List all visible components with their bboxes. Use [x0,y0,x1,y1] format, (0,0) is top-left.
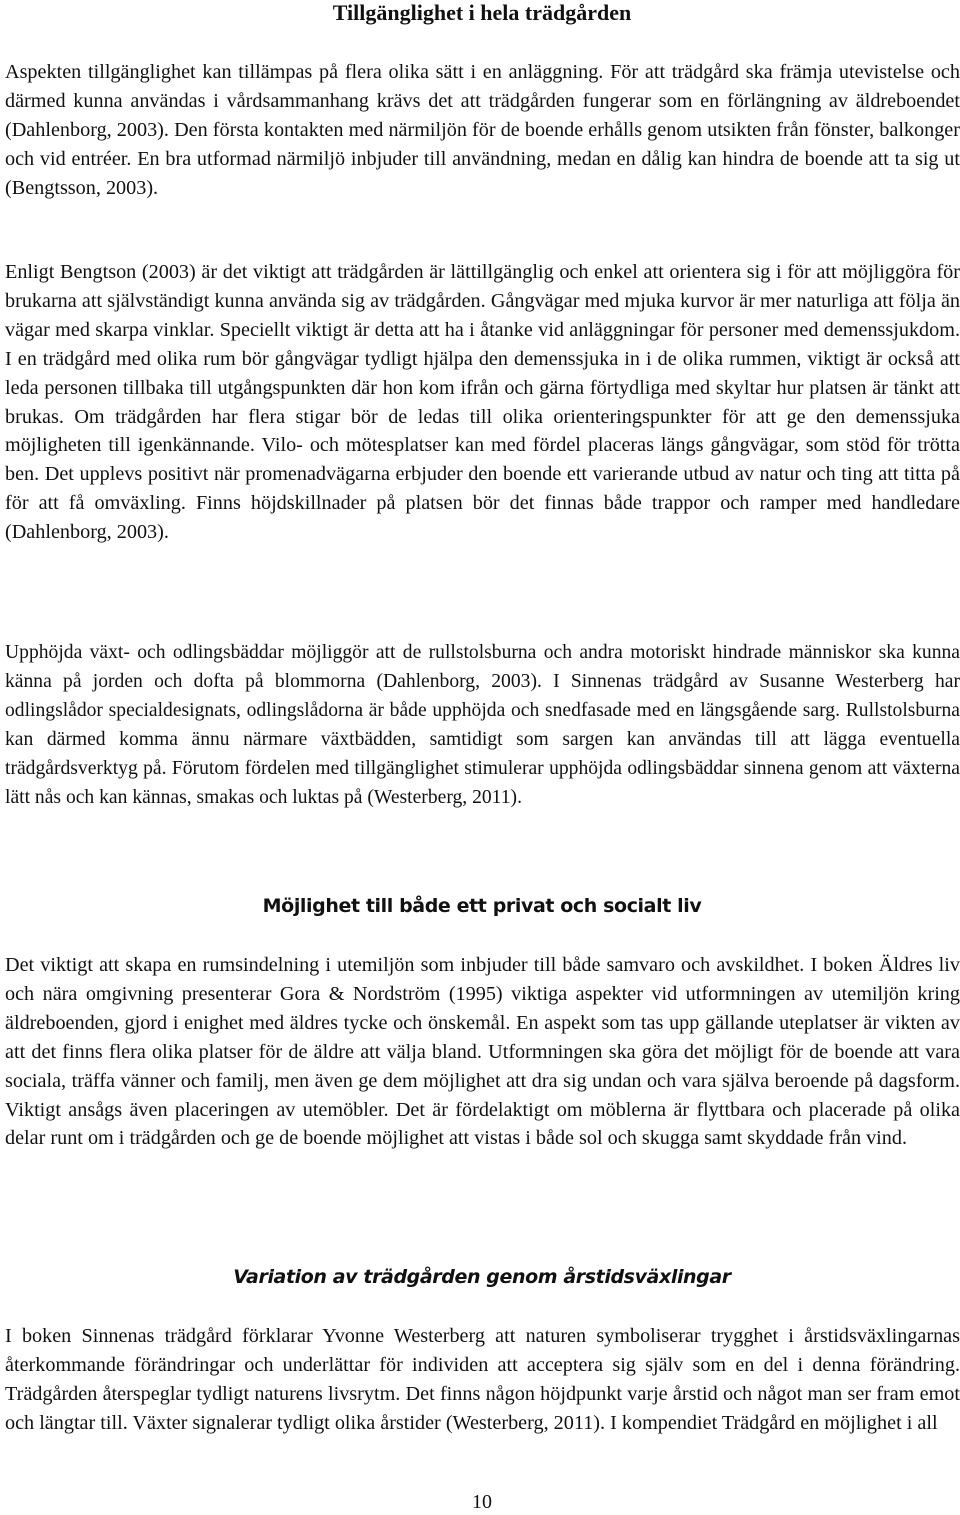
section-heading-seasons: Variation av trädgården genom årstidsväxlingar [233,1266,731,1288]
section-heading-private-social: Möjlighet till både ett privat och socialt liv [262,895,702,917]
paragraph-private-social: Det viktigt att skapa en rumsindelning i utemiljön som inbjuder till både samvaro och avskildhet. I boken Äldres liv och nära omgivning presenterar Gora & Nordström (1995) viktiga aspekter vid utformningen av utemiljön kring äldreboenden, gjord i enighet med äldres tycke och önskemål. En aspekt som tas upp gällande uteplatser är vikten av att det finns flera olika platser för de äldre att välja bland. Utformningen ska göra det möjligt för de boende att vara sociala, träffa vänner och familj, men även ge dem möjlighet att dra sig undan och vara själva beroende på dagsform. Viktigt ansågs även placeringen av utemöbler. Det är fördelaktigt om möblerna är flyttbara och placerade på olika delar runt om i trädgården och ge de boende möjlighet att vistas i både sol och skugga samt skyddade från vind. [5,954,960,1150]
paragraph-pathways: Enligt Bengtson (2003) är det viktigt att trädgården är lättillgänglig och enkel att orientera sig i för att möjliggöra för brukarna att självständigt kunna använda sig av trädgården. Gångvägar med mjuka kurvor är mer naturliga att följa än vägar med skarpa vinklar. Speciellt viktigt är detta att ha i åtanke vid anläggningar för personer med demenssjukdom. I en trädgård med olika rum bör gångvägar tydligt hjälpa den demenssjuka in i de olika rummen, viktigt är också att leda personen tillbaka till utgångspunkten där hon kom ifrån och gärna förtydliga med skyltar hur platsen är tänkt att brukas. Om trädgården har flera stigar bör de ledas till olika orienteringspunkter för att ge den demenssjuka möjligheten till igenkännande. Vilo- och mötesplatser kan med fördel placeras längs gångvägar, som stöd för trötta ben. Det upplevs positivt när promenadvägarna erbjuder den boende ett varierande utbud av natur och ting att titta på för att få omväxling. Finns höjdskillnader på platsen bör det finnas både trappor och ramper med handledare (Dahlenborg, 2003). [5,261,960,544]
section-heading-accessibility: Tillgänglighet i hela trädgården [332,0,632,25]
page-number: 10 [472,1491,492,1513]
paragraph-seasons: I boken Sinnenas trädgård förklarar Yvonne Westerberg att naturen symboliserar trygghet i årstidsväxlingarnas återkommande förändringar och underlättar för individen att acceptera sig själv som en del i denna förändring. Trädgården återspeglar tydligt naturens livsrytm. Det finns någon höjdpunkt varje årstid och något man ser fram emot och längtar till. Växter signalerar tydligt olika årstider (Westerberg, 2011). I kompendiet Trädgård en möjlighet i all [5,1325,960,1434]
paragraph-accessibility-intro: Aspekten tillgänglighet kan tillämpas på flera olika sätt i en anläggning. För att trädgård ska främja utevistelse och därmed kunna användas i vårdsammanhang krävs det att trädgården fungerar som en förlängning av äldreboendet (Dahlenborg, 2003). Den första kontakten med närmiljön för de boende erhålls genom utsikten från fönster, balkonger och vid entréer. En bra utformad närmiljö inbjuder till användning, medan en dålig kan hindra de boende att ta sig ut (Bengtsson, 2003). [5,61,960,199]
paragraph-raised-beds: Upphöjda växt- och odlingsbäddar möjliggör att de rullstolsburna och andra motoriskt hindrade människor ska kunna känna på jorden och dofta på blommorna (Dahlenborg, 2003). I Sinnenas trädgård av Susanne Westerberg har odlingslådor specialdesignats, odlingslådorna är både upphöjda och snedfasade med en längsgående sarg. Rullstolsburna kan därmed komma ännu närmare växtbädden, samtidigt som sargen kan användas till att lägga eventuella trädgårdsverktyg på. Förutom fördelen med tillgänglighet stimulerar upphöjda odlingsbäddar sinnena genom att växterna lätt nås och kan kännas, smakas och luktas på (Westerberg, 2011). [5,642,960,808]
